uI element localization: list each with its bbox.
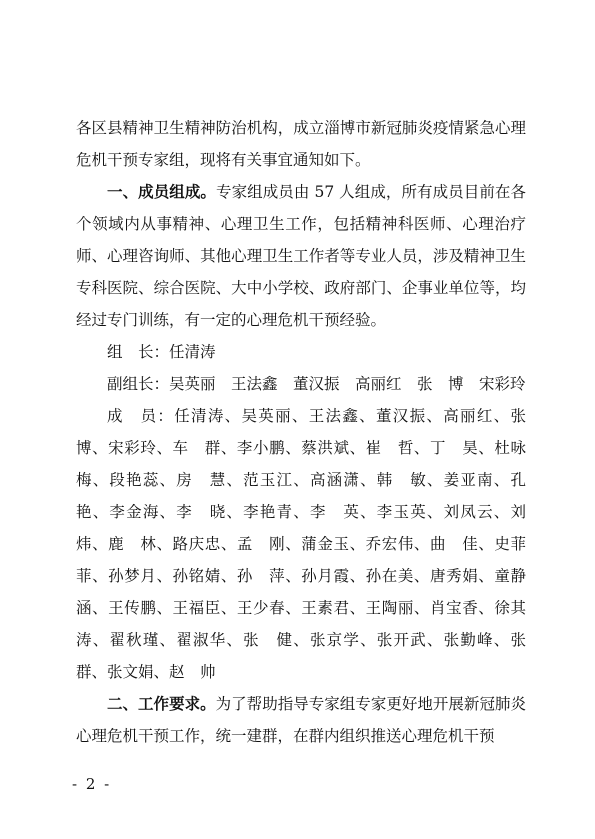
member-list: 成 员：任清涛、吴英丽、王法鑫、董汉振、高丽红、张 博、宋彩玲、车 群、李小鹏、蔡洪斌、崔 哲、丁 昊、杜咏梅、段艳蕊、房 慧、范玉江、高涵潇、韩 敏、姜亚南、孔 艳、李金海、李 晓、李艳青、李 英、李玉英、刘凤云、刘 炜、鹿 林、路庆忠、孟 刚、蒲金玉、乔宏伟、曲 佳、史菲菲、孙梦月、孙铭婧、孙 萍、孙月霞、孙在美、唐秀娟、童静涵、王传鹏、王福臣、王少春、王素君、王陶丽、肖宝香、徐其涛、翟秋瑾、翟淑华、张 健、张京学、张开武、张勤峰、张 群、张文娟、赵 帅 <box>76 407 542 681</box>
deputy-leaders: 副组长：吴英丽 王法鑫 董汉振 高丽红 张 博 宋彩玲 <box>107 375 526 393</box>
page-number: - 2 - <box>72 775 112 793</box>
group-leader: 组 长：任清涛 <box>107 343 216 361</box>
section-2-heading: 二、工作要求。 <box>107 695 216 713</box>
section-1-heading: 一、成员组成。 <box>107 183 217 201</box>
document-body <box>76 112 542 752</box>
section-2-paragraph <box>76 688 526 752</box>
intro-paragraph: 各区县精神卫生精神防治机构，成立淄博市新冠肺炎疫情紧急心理危机干预专家组，现将有关事宜通知如下。 <box>76 119 526 169</box>
section-2-body: 为了帮助指导专家组专家更好地开展新冠肺炎心理危机干预工作，统一建群，在群内组织推送心理危机干预 <box>76 695 526 745</box>
section-1-paragraph <box>76 176 526 336</box>
section-1-body: 专家组成员由 57 人组成，所有成员目前在各个领域内从事精神、心理卫生工作，包括精神科医师、心理治疗师、心理咨询师、其他心理卫生工作者等专业人员，涉及精神卫生专科医院、综合医院、大中小学校、政府部门、企事业单位等，均经过专门训练，有一定的心理危机干预经验。 <box>76 183 526 329</box>
